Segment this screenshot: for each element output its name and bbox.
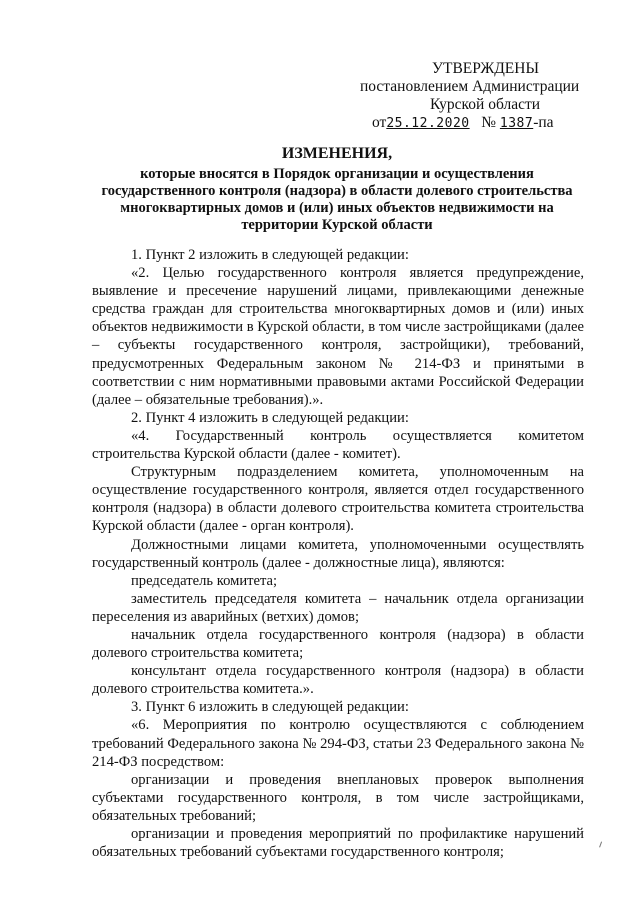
date-prefix: от — [372, 114, 387, 131]
paragraph: Должностными лицами комитета, уполномоченными осуществлять государственный контроль (далее - должностные лица), являются: — [92, 536, 584, 571]
paragraph: 3. Пункт 6 изложить в следующей редакции: — [131, 699, 409, 716]
paragraph: «4. Государственный контроль осуществляется комитетом строительства Курской области (далее - комитет). — [92, 427, 584, 463]
paragraph: «6. Мероприятия по контролю осуществляются с соблюдением требований Федерального закона № 294-ФЗ, статьи 23 Федерального закона № 214-ФЗ посредством: — [92, 717, 584, 770]
paragraph: 2. Пункт 4 изложить в следующей редакции: — [131, 409, 409, 426]
approved-heading: УТВЕРЖДЕНЫ — [432, 60, 539, 77]
paragraph: Структурным подразделением комитета, уполномоченным на осуществление государственного контроля, является отдел государственного контроля (надзора) в области долевого строительства комитета строительства Курской области (далее - орган контроля). — [92, 464, 584, 535]
number-suffix: -па — [533, 114, 554, 131]
title-main: ИЗМЕНЕНИЯ, — [281, 145, 393, 162]
paragraph: консультант отдела государственного контроля (надзора) в области долевого строительства комитета.». — [92, 663, 584, 698]
approval-date-number — [372, 114, 610, 133]
title-line: государственного контроля (надзора) в области долевого строительства — [101, 183, 573, 199]
paragraph: заместитель председателя комитета – начальник отдела организации переселения из аварийных (ветхих) домов; — [92, 590, 584, 625]
paragraph: организации и проведения мероприятий по профилактике нарушений обязательных требований субъектами государственного контроля; — [92, 826, 584, 861]
approval-date: 25.12.2020 — [386, 116, 470, 131]
document-body — [92, 246, 584, 861]
approval-stamp — [360, 60, 610, 133]
paragraph: «2. Целью государственного контроля является предупреждение, выявление и пресечение нарушений лицами, привлекающими денежные средства граждан для строительства многоквартирных домов и (или) иных объектов недвижимости в Курской области, в том числе застройщиками (далее – субъекты государственного контроля, застройщики), требований, предусмотренных Федеральным законом № 214-ФЗ и принятыми в соответствии с ним нормативными правовыми актами Российской Федерации (далее – обязательные требования).». — [92, 265, 584, 408]
title-line: многоквартирных домов и (или) иных объектов недвижимости на — [120, 200, 554, 216]
approval-number: 1387 — [499, 116, 534, 131]
number-prefix: № — [481, 114, 497, 131]
paragraph: начальник отдела государственного контроля (надзора) в области долевого строительства комитета; — [92, 626, 584, 662]
title-line: территории Курской области — [241, 217, 433, 233]
approved-by: постановлением Администрации — [360, 78, 580, 95]
paragraph: 1. Пункт 2 изложить в следующей редакции: — [131, 247, 409, 263]
paragraph: организации и проведения внеплановых проверок выполнения субъектами государственного контроля, в том числе застройщиками, обязательных требований; — [92, 771, 584, 824]
title-line: которые вносятся в Порядок организации и осуществления — [140, 166, 534, 182]
document-title — [92, 145, 582, 234]
scan-mark — [599, 841, 605, 848]
paragraph: председатель комитета; — [131, 572, 278, 589]
approved-region: Курской области — [430, 96, 541, 113]
